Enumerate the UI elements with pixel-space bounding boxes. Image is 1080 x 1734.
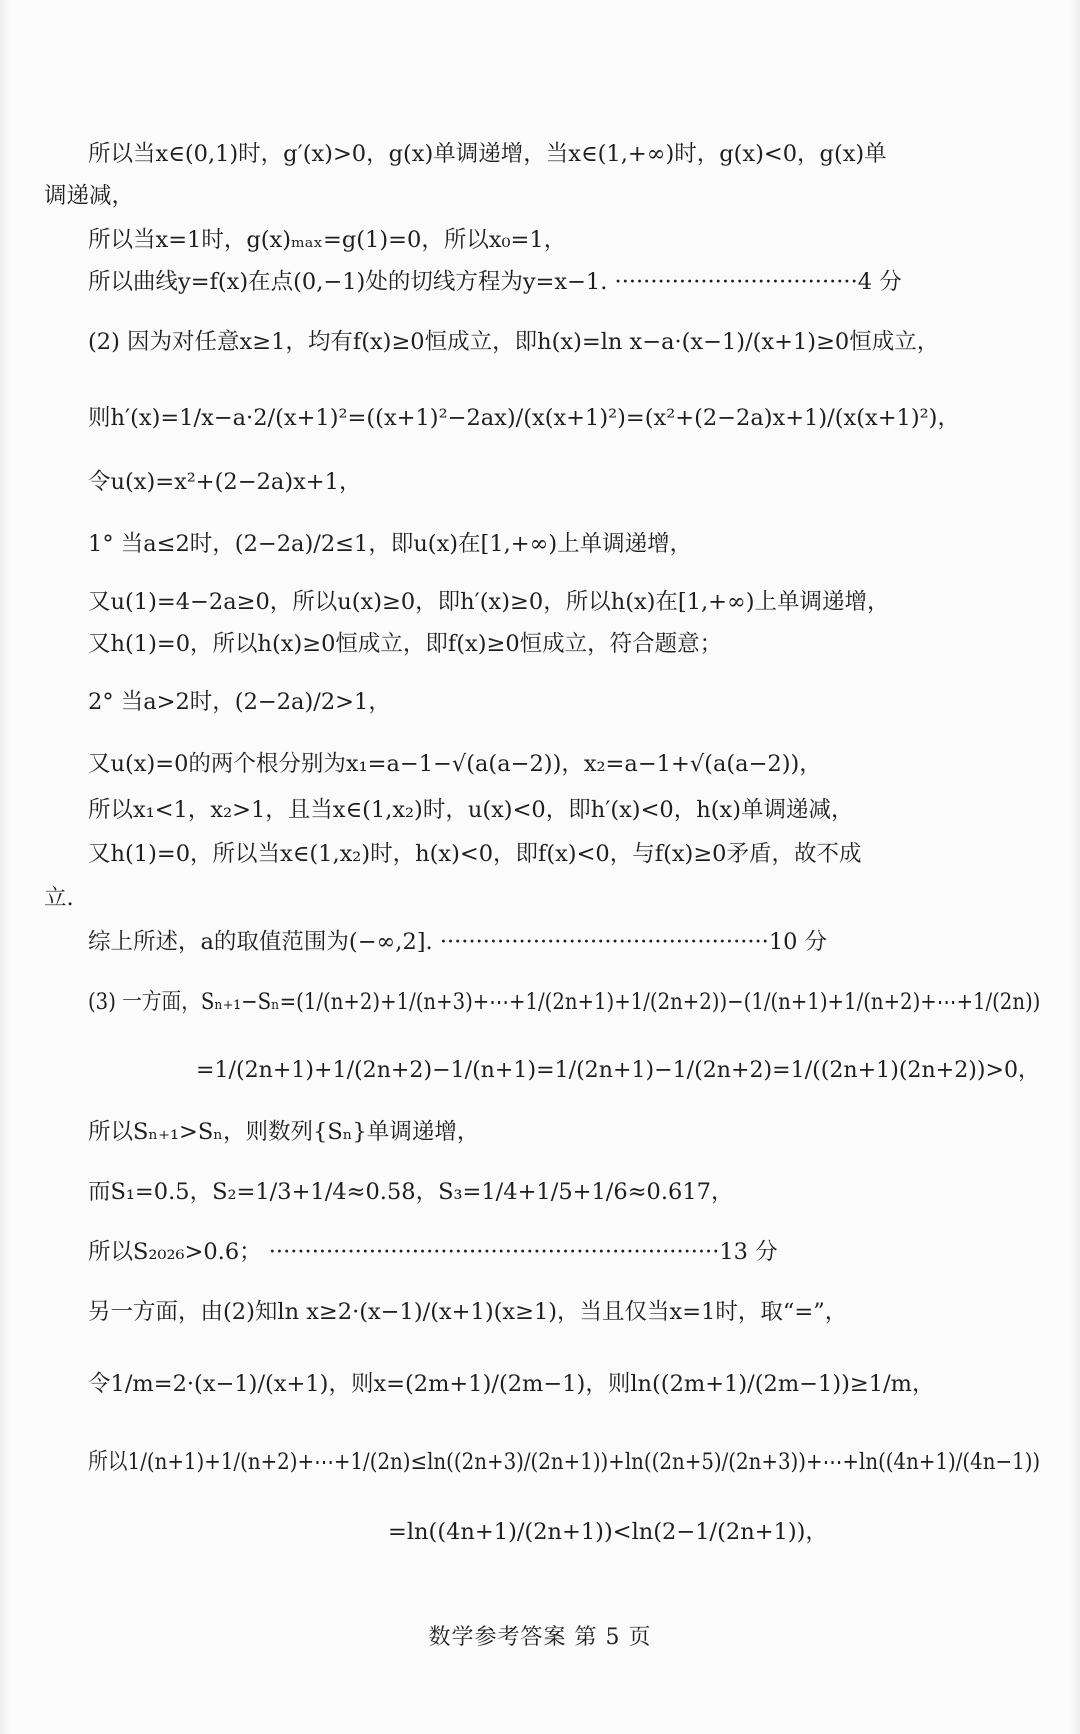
- text-line: (2) 因为对任意x≥1，均有f(x)≥0恒成立，即h(x)=ln x−a·(x−1)/(x+1)≥0恒成立，: [88, 329, 940, 355]
- text-line: 所以x₁<1，x₂>1，且当x∈(1,x₂)时，u(x)<0，即h′(x)<0，h(x)单调递减，: [88, 797, 854, 823]
- text-line: 所以当x∈(0,1)时，g′(x)>0，g(x)单调递增，当x∈(1,+∞)时，g(x)<0，g(x)单: [88, 141, 887, 167]
- text-line: 立.: [44, 885, 74, 911]
- text-line: 所以1/(n+1)+1/(n+2)+⋯+1/(2n)≤ln((2n+3)/(2n+1))+ln((2n+5)/(2n+3))+⋯+ln((4n+1)/(4n−1)): [88, 1449, 1041, 1475]
- page-shadow-left: [0, 0, 10, 1734]
- text-line: 所以Sₙ₊₁>Sₙ，则数列{Sₙ}单调递增，: [88, 1119, 480, 1145]
- page-footer: 数学参考答案 第 5 页: [428, 1625, 652, 1650]
- text-line: 2° 当a>2时，(2−2a)/2>1，: [88, 689, 391, 715]
- text-line: 而S₁=0.5，S₂=1/3+1/4≈0.58，S₃=1/4+1/5+1/6≈0.617，: [88, 1179, 734, 1205]
- text-line: =ln((4n+1)/(2n+1))<ln(2−1/(2n+1))，: [388, 1519, 828, 1545]
- text-line: 则h′(x)=1/x−a·2/(x+1)²=((x+1)²−2ax)/(x(x+1)²)=(x²+(2−2a)x+1)/(x(x+1)²)，: [88, 405, 960, 431]
- text-line: 令1/m=2·(x−1)/(x+1)，则x=(2m+1)/(2m−1)，则ln((2m+1)/(2m−1))≥1/m，: [88, 1371, 935, 1397]
- text-line: 综上所述，a的取值范围为(−∞,2]. ··············································10 分: [88, 929, 828, 955]
- text-line: 1° 当a≤2时，(2−2a)/2≤1，即u(x)在[1,+∞)上单调递增，: [88, 531, 693, 557]
- text-line: 又h(1)=0，所以h(x)≥0恒成立，即f(x)≥0恒成立，符合题意；: [88, 631, 723, 657]
- text-line: (3) 一方面，Sₙ₊₁−Sₙ=(1/(n+2)+1/(n+3)+⋯+1/(2n+1)+1/(2n+2))−(1/(n+1)+1/(n+2)+⋯+1/(2n)): [88, 989, 1041, 1015]
- text-line: 所以S₂₀₂₆>0.6； ·······························································13 分: [88, 1239, 778, 1265]
- text-line: 令u(x)=x²+(2−2a)x+1，: [88, 469, 362, 495]
- text-line: 所以当x=1时，g(x)ₘₐₓ=g(1)=0，所以x₀=1，: [88, 227, 567, 253]
- text-line: =1/(2n+1)+1/(2n+2)−1/(n+1)=1/(2n+1)−1/(2n+2)=1/((2n+1)(2n+2))>0，: [196, 1057, 1041, 1083]
- page-shadow-right: [1070, 0, 1080, 1734]
- text-line: 另一方面，由(2)知ln x≥2·(x−1)/(x+1)(x≥1)，当且仅当x=1时，取“=”，: [88, 1299, 848, 1325]
- text-line: 所以曲线y=f(x)在点(0,−1)处的切线方程为y=x−1. ··································4 分: [88, 269, 902, 295]
- text-line: 调递减，: [44, 183, 135, 209]
- text-line: 又u(x)=0的两个根分别为x₁=a−1−√(a(a−2))，x₂=a−1+√(a(a−2))，: [88, 751, 822, 777]
- text-line: 又u(1)=4−2a≥0，所以u(x)≥0，即h′(x)≥0，所以h(x)在[1,+∞)上单调递增，: [88, 589, 890, 615]
- text-line: 又h(1)=0，所以当x∈(1,x₂)时，h(x)<0，即f(x)<0，与f(x)≥0矛盾，故不成: [88, 841, 862, 867]
